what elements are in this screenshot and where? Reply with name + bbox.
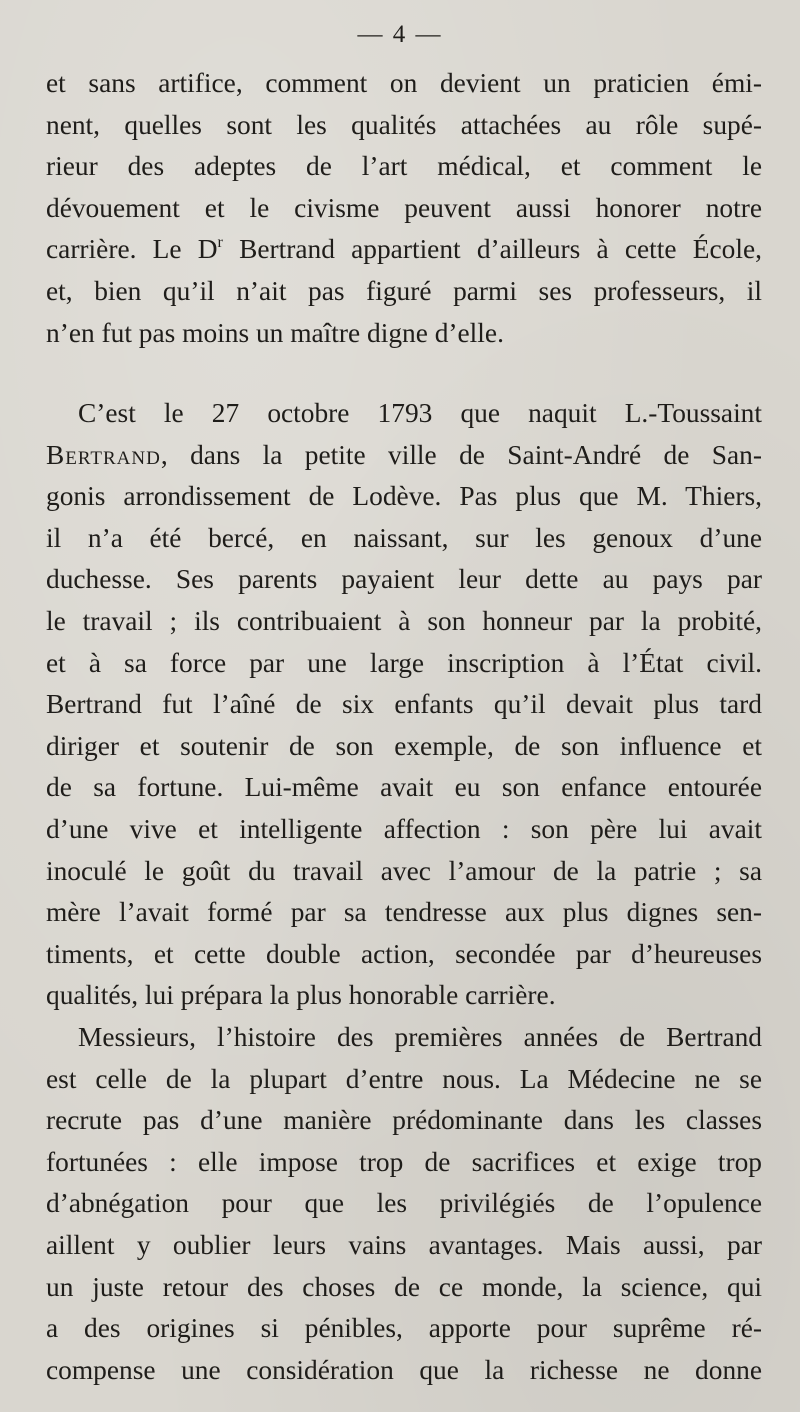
text-line: d’abnégation pour que les privilégiés de l’opulence: [46, 1188, 762, 1219]
text-line: et à sa force par une large inscription à l’État civil.: [46, 647, 762, 678]
text-line: et sans artifice, comment on devient un praticien émi-: [46, 68, 762, 98]
text-line: [46, 229, 762, 271]
text-line: gonis arrondissement de Lodève. Pas plus que M. Thiers,: [46, 481, 762, 512]
text-line: Messieurs, l’histoire des premières années de Bertrand: [78, 1022, 762, 1052]
text-line: fortunées : elle impose trop de sacrifices et exige trop: [46, 1146, 762, 1177]
text-line: nent, quelles sont les qualités attachées au rôle supé-: [46, 109, 762, 140]
text-line: un juste retour des choses de ce monde, la science, qui: [46, 1271, 762, 1302]
text-fragment: carrière. Le D: [46, 234, 218, 265]
text-line: diriger et soutenir de son exemple, de son influence et: [46, 730, 762, 761]
text-line: Bertrand fut l’aîné de six enfants qu’il devait plus tard: [46, 689, 762, 720]
text-line: duchesse. Ses parents payaient leur dette au pays par: [46, 564, 762, 595]
text-line: a des origines si pénibles, apporte pour suprême ré-: [46, 1313, 762, 1344]
text-fragment: , dans la petite ville de Saint-André de San-: [160, 439, 762, 470]
text-line: qualités, lui prépara la plus honorable carrière.: [46, 980, 556, 1011]
text-line: mère l’avait formé par sa tendresse aux plus dignes sen-: [46, 897, 762, 928]
surname-small-caps: Bertrand: [46, 439, 161, 470]
text-line: rieur des adeptes de l’art médical, et comment le: [46, 151, 762, 182]
text-line: inoculé le goût du travail avec l’amour de la patrie ; sa: [46, 855, 762, 886]
text-line: dévouement et le civisme peuvent aussi honorer notre: [46, 192, 762, 223]
text-line: et, bien qu’il n’ait pas figuré parmi ses professeurs, il: [46, 275, 762, 306]
text-line: [46, 435, 762, 477]
text-line: de sa fortune. Lui-même avait eu son enfance entourée: [46, 772, 762, 803]
paragraph-3: [46, 1017, 762, 1391]
text-fragment: Bertrand appartient d’ailleurs à cette École,: [222, 234, 762, 265]
text-line: le travail ; ils contribuaient à son honneur par la probité,: [46, 605, 762, 636]
text-line: n’en fut pas moins un maître digne d’elle.: [46, 317, 504, 348]
page-number: — 4 —: [357, 21, 443, 48]
text-line: il n’a été bercé, en naissant, sur les genoux d’une: [46, 522, 762, 553]
text-line: d’une vive et intelligente affection : son père lui avait: [46, 813, 762, 844]
superscript: r: [217, 234, 223, 252]
text-line: timents, et cette double action, secondée par d’heureuses: [46, 938, 762, 969]
text-line: aillent y oublier leurs vains avantages. Mais aussi, par: [46, 1229, 762, 1260]
paragraph-2: [46, 393, 762, 1017]
text-line: est celle de la plupart d’entre nous. La Médecine ne se: [46, 1063, 762, 1094]
text-line: compense une considération que la richesse ne donne: [46, 1354, 762, 1385]
paragraph-1: [46, 63, 762, 354]
text-line: recrute pas d’une manière prédominante dans les classes: [46, 1105, 762, 1136]
text-line: C’est le 27 octobre 1793 que naquit L.-Toussaint: [78, 398, 762, 428]
